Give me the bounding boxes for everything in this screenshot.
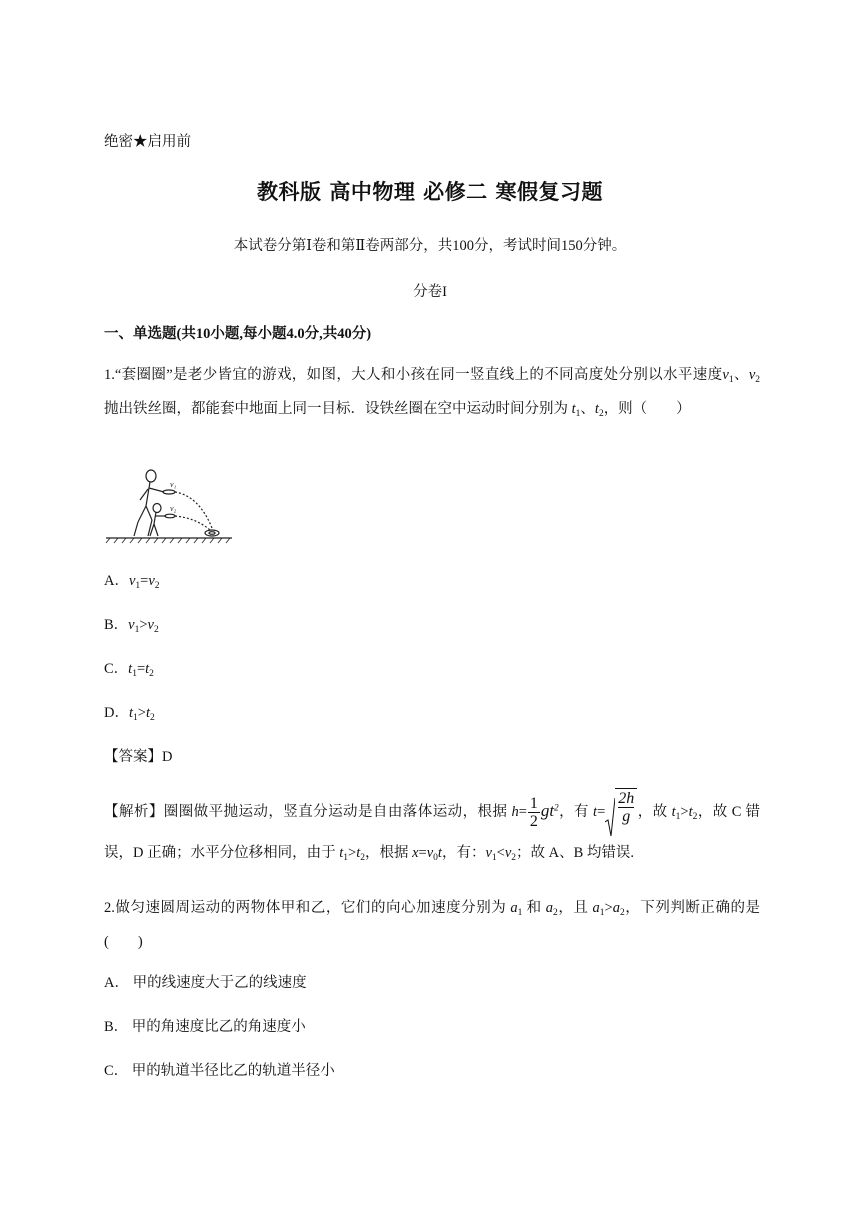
q2-option-c[interactable]: C． 甲的轨道半径比乙的轨道半径小 bbox=[104, 1063, 335, 1079]
q1-option-d[interactable]: D．$t_1>t_2$ bbox=[104, 705, 155, 723]
q1-analysis: 【解析】圈圈做平抛运动，竖直分运动是自由落体运动，根据 h= $\frac{1}{2}$ $gt^2$，有 t= $\frac{2h}{g}$ ，故 $t_1>t_2$，故 C 错误，D 正确；水平分位移相同，由于 $t_1>t_2$，根据 $x=v_0t$，有：$v_1<v_2$；故 A、B 均错误. bbox=[104, 790, 761, 863]
page-title: 教科版 高中物理 必修二 寒假复习题 bbox=[257, 180, 603, 204]
ring-toss-figure bbox=[104, 462, 234, 544]
q1-option-b[interactable]: B．$v_1>v_2$ bbox=[104, 617, 159, 635]
svg-text:v₁: v₁ bbox=[170, 480, 177, 489]
q1-option-a[interactable]: A．$v_1=v_2$ bbox=[104, 573, 160, 591]
confidential-mark: 绝密★启用前 bbox=[104, 134, 191, 150]
option-letter: D． bbox=[104, 705, 129, 721]
part-heading: 分卷I bbox=[413, 284, 447, 300]
q1-answer: 【答案】D bbox=[104, 749, 173, 765]
section-heading: 一、单选题(共10小题,每小题4.0分,共40分) bbox=[104, 326, 372, 342]
question-1-stem: 1.“套圈圈”是老少皆宜的游戏，如图，大人和小孩在同一竖直线上的不同高度处分别以水平速度$v_1$、$v_2$ 抛出铁丝圈，都能套中地面上同一目标．设铁丝圈在空中运动时间分别为 $t_1$、$t_2$，则（ ） bbox=[104, 367, 760, 419]
exam-intro: 本试卷分第Ⅰ卷和第Ⅱ卷两部分，共100分，考试时间150分钟。 bbox=[233, 238, 627, 254]
option-letter: B． bbox=[104, 617, 129, 633]
svg-text:v₂: v₂ bbox=[170, 504, 177, 513]
question-2-stem: 2.做匀速圆周运动的两物体甲和乙，它们的向心加速度分别为 $a_1$ 和 $a_2$，且 $a_1>a_2$，下列判断正确的是( ) bbox=[104, 900, 761, 950]
q2-option-b[interactable]: B． 甲的角速度比乙的角速度小 bbox=[104, 1019, 306, 1035]
option-letter: C． bbox=[104, 661, 129, 677]
q2-option-a[interactable]: A． 甲的线速度大于乙的线速度 bbox=[104, 975, 307, 991]
option-letter: A． bbox=[104, 573, 129, 589]
q1-option-c[interactable]: C．$t_1=t_2$ bbox=[104, 661, 154, 679]
